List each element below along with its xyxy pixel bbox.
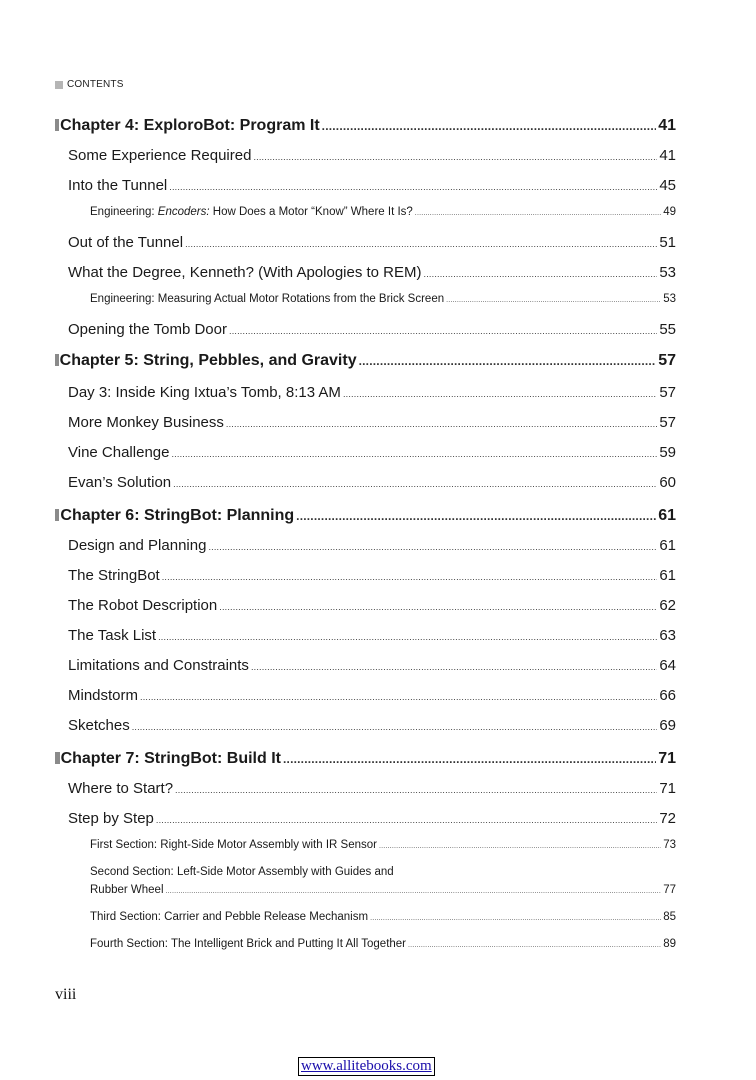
toc-section[interactable] xyxy=(68,414,676,431)
dot-leader xyxy=(424,269,658,279)
toc-section[interactable] xyxy=(68,687,676,704)
dot-leader xyxy=(208,542,657,552)
toc-entry-rest: How Does a Motor “Know” Where It Is? xyxy=(209,206,413,218)
toc-chapter-5[interactable] xyxy=(55,352,676,370)
toc-entry-page: 71 xyxy=(659,780,676,797)
toc-entry-page: 62 xyxy=(659,597,676,614)
toc-section[interactable] xyxy=(68,780,676,797)
toc-entry-title: Design and Planning xyxy=(68,537,207,554)
dot-leader xyxy=(162,572,658,582)
toc-entry-page: 66 xyxy=(659,687,676,704)
toc-entry-page: 73 xyxy=(663,839,676,851)
toc-entry-title: The Robot Description xyxy=(68,597,218,614)
toc-entry-title: Rubber Wheel xyxy=(90,884,164,896)
dot-leader xyxy=(322,119,657,133)
toc-entry-page: 53 xyxy=(659,264,676,281)
toc-section[interactable] xyxy=(68,264,676,281)
toc-section[interactable] xyxy=(68,234,676,251)
toc-entry-title: Opening the Tomb Door xyxy=(68,321,227,338)
toc-entry-page: 85 xyxy=(663,911,676,923)
running-header xyxy=(55,79,124,90)
toc-section[interactable] xyxy=(68,147,676,164)
toc-entry-title: The StringBot xyxy=(68,567,160,584)
toc-entry-title: Out of the Tunnel xyxy=(68,234,184,251)
chapter-marker-icon xyxy=(55,354,59,366)
toc-chapter-6[interactable] xyxy=(55,507,676,525)
chapter-marker-icon xyxy=(55,509,59,521)
toc-entry-page: 41 xyxy=(658,117,676,134)
toc-entry-title: The Task List xyxy=(68,627,157,644)
dot-leader xyxy=(140,692,657,702)
toc-entry-title: Into the Tunnel xyxy=(68,177,168,194)
dot-leader xyxy=(408,942,661,949)
dot-leader xyxy=(283,752,656,766)
toc-section[interactable] xyxy=(68,537,676,554)
toc-entry-page: 57 xyxy=(659,384,676,401)
toc-entry-prefix: Engineering: xyxy=(90,206,158,218)
toc-entry-title: Vine Challenge xyxy=(68,444,170,461)
toc-section[interactable] xyxy=(68,384,676,401)
dot-leader xyxy=(158,632,657,642)
toc-entry-page: 55 xyxy=(659,321,676,338)
toc-chapter-7[interactable] xyxy=(55,750,676,768)
toc-entry-title: What the Degree, Kenneth? (With Apologies to REM) xyxy=(68,264,422,281)
dot-leader xyxy=(175,785,657,795)
toc-subsection[interactable] xyxy=(90,884,676,896)
toc-entry-page: 77 xyxy=(663,884,676,896)
dot-leader xyxy=(185,239,657,249)
toc-entry-title: Chapter 5: String, Pebbles, and Gravity xyxy=(59,352,357,369)
toc-entry-page: 60 xyxy=(659,474,676,491)
toc-entry-title: Chapter 6: StringBot: Planning xyxy=(60,507,295,524)
toc-entry-title: First Section: Right-Side Motor Assembly with IR Sensor xyxy=(90,839,377,851)
dot-leader xyxy=(219,602,657,612)
toc-subsection[interactable] xyxy=(90,938,676,950)
toc-entry-page: 57 xyxy=(658,352,676,369)
dot-leader xyxy=(166,888,662,895)
toc-section[interactable] xyxy=(68,717,676,734)
toc-entry-page: 59 xyxy=(659,444,676,461)
dot-leader xyxy=(156,815,657,825)
toc-subsection[interactable] xyxy=(90,293,676,305)
dot-leader xyxy=(370,915,661,922)
toc-subsection[interactable] xyxy=(90,839,676,851)
toc-entry-page: 61 xyxy=(659,567,676,584)
dot-leader xyxy=(253,152,657,162)
toc-entry-title: Third Section: Carrier and Pebble Release Mechanism xyxy=(90,911,369,923)
toc-entry-title: Mindstorm xyxy=(68,687,139,704)
toc-entry-page: 45 xyxy=(659,177,676,194)
toc-section[interactable] xyxy=(68,597,676,614)
toc-section[interactable] xyxy=(68,177,676,194)
dot-leader xyxy=(446,297,661,304)
toc-entry-page: 61 xyxy=(659,537,676,554)
dot-leader xyxy=(132,722,658,732)
toc-section[interactable] xyxy=(68,657,676,674)
toc-entry-title: Day 3: Inside King Ixtua’s Tomb, 8:13 AM xyxy=(68,384,341,401)
toc-entry-page: 53 xyxy=(663,293,676,305)
running-header-label: CONTENTS xyxy=(67,79,124,90)
toc-entry-title: Step by Step xyxy=(68,810,154,827)
dot-leader xyxy=(229,326,657,336)
dot-leader xyxy=(251,662,657,672)
toc-entry-page: 41 xyxy=(659,147,676,164)
toc-entry-page: 57 xyxy=(659,414,676,431)
toc-subsection[interactable] xyxy=(90,911,676,923)
watermark-link[interactable]: www.allitebooks.com xyxy=(298,1057,435,1076)
toc-subsection[interactable] xyxy=(90,206,676,218)
toc-chapter-4[interactable] xyxy=(55,117,676,135)
toc-entry-page: 49 xyxy=(663,206,676,218)
toc-entry-title: Evan’s Solution xyxy=(68,474,172,491)
toc-entry-title: Limitations and Constraints xyxy=(68,657,249,674)
dot-leader xyxy=(415,210,661,217)
page-number: viii xyxy=(55,986,77,1003)
toc-subsection-line1[interactable]: Second Section: Left-Side Motor Assembly with Guides and xyxy=(90,866,394,878)
toc-entry-page: 89 xyxy=(663,938,676,950)
toc-entry-page: 69 xyxy=(659,717,676,734)
toc-entry-page: 63 xyxy=(659,627,676,644)
dot-leader xyxy=(379,843,661,850)
dot-leader xyxy=(343,389,657,399)
toc-entry-title: Where to Start? xyxy=(68,780,174,797)
dot-leader xyxy=(169,182,657,192)
dot-leader xyxy=(171,449,657,459)
toc-section[interactable] xyxy=(68,810,676,827)
toc-section[interactable] xyxy=(68,444,676,461)
toc-entry-page: 51 xyxy=(659,234,676,251)
header-square-icon xyxy=(55,81,63,89)
toc-entry-title: Engineering: Measuring Actual Motor Rotations from the Brick Screen xyxy=(90,293,445,305)
chapter-marker-icon xyxy=(55,119,59,131)
chapter-marker-icon xyxy=(55,752,60,764)
toc-entry-title: Chapter 7: StringBot: Build It xyxy=(60,750,281,767)
toc-entry-title: Chapter 4: ExploroBot: Program It xyxy=(60,117,320,134)
dot-leader xyxy=(173,479,657,489)
toc-entry-page: 64 xyxy=(659,657,676,674)
dot-leader xyxy=(226,419,657,429)
toc-entry-page: 71 xyxy=(658,750,676,767)
toc-entry-title: More Monkey Business xyxy=(68,414,224,431)
toc-section[interactable] xyxy=(68,567,676,584)
toc-entry-page: 72 xyxy=(659,810,676,827)
toc-entry-title xyxy=(90,206,413,218)
toc-entry-title: Some Experience Required xyxy=(68,147,252,164)
toc-section[interactable] xyxy=(68,474,676,491)
toc-entry-page: 61 xyxy=(658,507,676,524)
toc-entry-title: Fourth Section: The Intelligent Brick and Putting It All Together xyxy=(90,938,407,950)
dot-leader xyxy=(359,354,657,368)
toc-entry-italic: Encoders: xyxy=(157,206,210,218)
toc-entry-title: Sketches xyxy=(68,717,130,734)
toc-section[interactable] xyxy=(68,321,676,338)
dot-leader xyxy=(296,509,656,523)
toc-section[interactable] xyxy=(68,627,676,644)
